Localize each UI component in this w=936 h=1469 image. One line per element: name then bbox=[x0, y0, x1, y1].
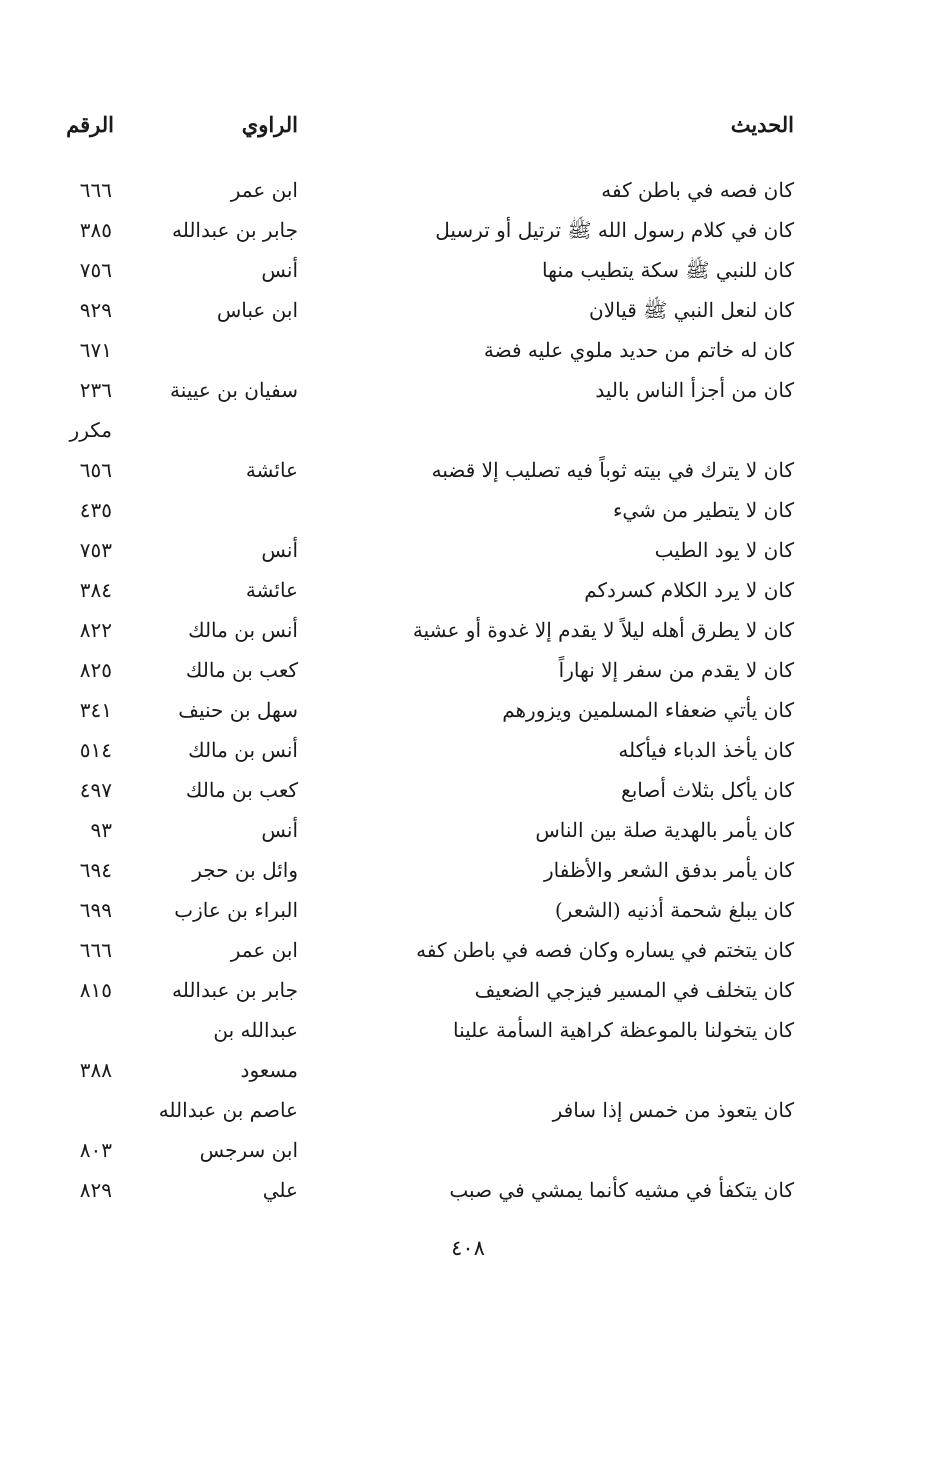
hadith-number: ٣٨٤ bbox=[79, 578, 112, 602]
hadith-text: كان في كلام رسول الله ﷺ ترتيل أو ترسيل bbox=[435, 218, 794, 242]
hadith-text: كان من أجزأ الناس باليد bbox=[595, 378, 794, 402]
table-row bbox=[0, 1010, 936, 1050]
hadith-text: كان يتخلف في المسير فيزجي الضعيف bbox=[474, 978, 794, 1002]
narrator: كعب بن مالك bbox=[185, 778, 298, 802]
hadith-text: كان يتخولنا بالموعظة كراهية السأمة علينا bbox=[452, 1018, 794, 1042]
narrator: ابن سرجس bbox=[199, 1138, 298, 1162]
hadith-text: كان للنبي ﷺ سكة يتطيب منها bbox=[542, 258, 794, 282]
hadith-number: ٤٩٧ bbox=[79, 778, 112, 802]
narrator: ابن عمر bbox=[230, 178, 298, 202]
table-row bbox=[0, 770, 936, 810]
hadith-number: ٣٨٥ bbox=[79, 218, 112, 242]
hadith-text: كان لا يطرق أهله ليلاً لا يقدم إلا غدوة أو عشية bbox=[412, 618, 794, 642]
hadith-number: ٣٤١ bbox=[79, 698, 112, 722]
hadith-number: ٢٣٦ bbox=[79, 378, 112, 402]
table-row bbox=[0, 450, 936, 490]
hadith-number: ٦٦٦ bbox=[79, 938, 112, 962]
hadith-number: ٤٣٥ bbox=[79, 498, 112, 522]
hadith-text: كان لا يترك في بيته ثوباً فيه تصليب إلا قضبه bbox=[431, 458, 794, 482]
hadith-number: ٨٢٢ bbox=[79, 618, 112, 642]
hadith-number: ٩٣ bbox=[90, 818, 112, 842]
table-row bbox=[0, 810, 936, 850]
hadith-text: كان لا يقدم من سفر إلا نهاراً bbox=[558, 658, 794, 682]
hadith-number: ٦٩٤ bbox=[79, 858, 112, 882]
table-row bbox=[0, 1090, 936, 1130]
hadith-text: كان يتعوذ من خمس إذا سافر bbox=[552, 1098, 794, 1122]
narrator: سهل بن حنيف bbox=[178, 698, 298, 722]
hadith-text: كان يبلغ شحمة أذنيه (الشعر) bbox=[554, 898, 794, 922]
hadith-text: كان يتكفأ في مشيه كأنما يمشي في صبب bbox=[449, 1178, 794, 1202]
table-row bbox=[0, 330, 936, 370]
hadith-text: كان يأخذ الدباء فيأكله bbox=[618, 738, 794, 762]
hadith-number: ٨٢٩ bbox=[79, 1178, 112, 1202]
table-row bbox=[0, 930, 936, 970]
table-row bbox=[0, 530, 936, 570]
narrator: أنس bbox=[261, 258, 298, 282]
page-number: ٤٠٨ bbox=[451, 1236, 485, 1260]
hadith-number: ٦٩٩ bbox=[79, 898, 112, 922]
table-row bbox=[0, 970, 936, 1010]
header-raqm: الرقم bbox=[66, 112, 114, 137]
hadith-number: ٦٧١ bbox=[79, 338, 112, 362]
table-row bbox=[0, 250, 936, 290]
table-row bbox=[0, 170, 936, 210]
table-row bbox=[0, 1130, 936, 1170]
narrator: أنس bbox=[261, 538, 298, 562]
hadith-number: ٩٢٩ bbox=[79, 298, 112, 322]
narrator: عبدالله بن bbox=[213, 1018, 298, 1042]
hadith-text: كان يأتي ضعفاء المسلمين ويزورهم bbox=[502, 698, 794, 722]
hadith-text: كان لنعل النبي ﷺ قيالان bbox=[589, 298, 794, 322]
narrator: البراء بن عازب bbox=[174, 898, 298, 922]
table-row bbox=[0, 730, 936, 770]
narrator: جابر بن عبدالله bbox=[171, 218, 298, 242]
hadith-text: كان يأكل بثلاث أصابع bbox=[621, 778, 794, 802]
narrator: وائل بن حجر bbox=[192, 858, 298, 882]
hadith-text: كان فصه في باطن كفه bbox=[601, 178, 794, 202]
hadith-number: ٨٢٥ bbox=[79, 658, 112, 682]
hadith-text: كان لا يتطير من شيء bbox=[613, 498, 794, 522]
hadith-text: كان لا يرد الكلام كسردكم bbox=[584, 578, 794, 602]
hadith-number: ٧٥٦ bbox=[79, 258, 112, 282]
hadith-number: ٣٨٨ bbox=[79, 1058, 112, 1082]
hadith-table bbox=[0, 170, 936, 1210]
table-row bbox=[0, 610, 936, 650]
header-hadith: الحديث bbox=[730, 112, 794, 137]
hadith-number: ٦٥٦ bbox=[79, 458, 112, 482]
narrator: علي bbox=[262, 1178, 298, 1202]
hadith-text: كان له خاتم من حديد ملوي عليه فضة bbox=[483, 338, 794, 362]
hadith-number: مكرر bbox=[69, 418, 112, 442]
table-header bbox=[0, 112, 936, 148]
table-row bbox=[0, 690, 936, 730]
table-row bbox=[0, 210, 936, 250]
table-row bbox=[0, 370, 936, 410]
hadith-text: كان لا يود الطيب bbox=[654, 538, 794, 562]
table-row bbox=[0, 290, 936, 330]
narrator: جابر بن عبدالله bbox=[171, 978, 298, 1002]
hadith-number: ٥١٤ bbox=[79, 738, 112, 762]
narrator: عائشة bbox=[245, 458, 298, 482]
narrator: عائشة bbox=[245, 578, 298, 602]
table-row bbox=[0, 890, 936, 930]
table-row bbox=[0, 650, 936, 690]
table-row bbox=[0, 1050, 936, 1090]
hadith-number: ٨٠٣ bbox=[79, 1138, 112, 1162]
narrator: أنس بن مالك bbox=[188, 618, 298, 642]
narrator: أنس bbox=[261, 818, 298, 842]
narrator: مسعود bbox=[240, 1058, 298, 1082]
table-row bbox=[0, 490, 936, 530]
narrator: أنس بن مالك bbox=[188, 738, 298, 762]
table-row bbox=[0, 1170, 936, 1210]
hadith-number: ٧٥٣ bbox=[79, 538, 112, 562]
hadith-text: كان يتختم في يساره وكان فصه في باطن كفه bbox=[416, 938, 794, 962]
hadith-number: ٦٦٦ bbox=[79, 178, 112, 202]
table-row bbox=[0, 850, 936, 890]
table-row bbox=[0, 410, 936, 450]
header-rawi: الراوي bbox=[241, 112, 298, 137]
hadith-number: ٨١٥ bbox=[79, 978, 112, 1002]
narrator: كعب بن مالك bbox=[185, 658, 298, 682]
table-row bbox=[0, 570, 936, 610]
narrator: سفيان بن عيينة bbox=[170, 378, 298, 402]
narrator: ابن عمر bbox=[230, 938, 298, 962]
narrator: ابن عباس bbox=[216, 298, 298, 322]
hadith-text: كان يأمر بالهدية صلة بين الناس bbox=[535, 818, 794, 842]
narrator: عاصم بن عبدالله bbox=[158, 1098, 298, 1122]
hadith-text: كان يأمر بدفق الشعر والأظفار bbox=[543, 858, 794, 882]
